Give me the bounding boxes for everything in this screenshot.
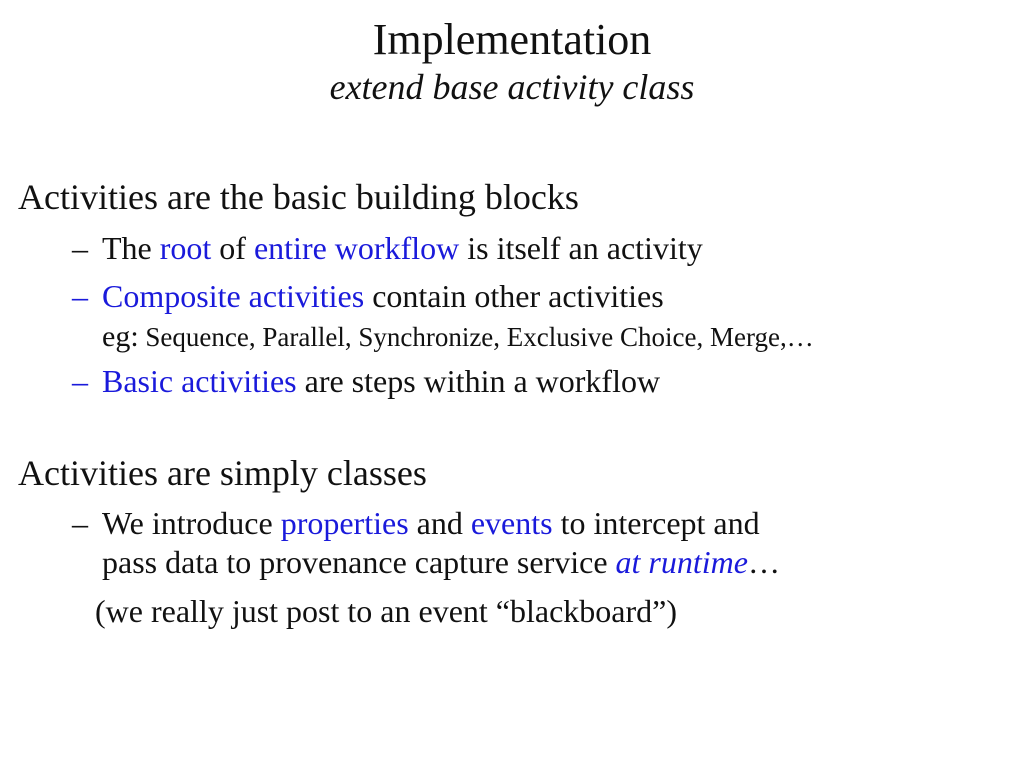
bullet-text: and — [408, 505, 471, 541]
blackboard-note: (we really just post to an event “blackboard”) — [95, 593, 677, 629]
section2-bullet-intercept — [72, 504, 760, 542]
eg-list: Sequence, Parallel, Synchronize, Exclusive Choice, Merge,… — [138, 322, 814, 352]
composite-examples — [102, 316, 814, 356]
highlight-basic-activities: Basic activities — [102, 363, 297, 399]
bullet-dash: – — [72, 505, 88, 541]
highlight-properties: properties — [280, 505, 409, 541]
bullet-text: contain other activities — [364, 278, 664, 314]
title-block — [0, 14, 1024, 108]
bullet-text: to intercept and — [552, 505, 760, 541]
section1-bullet-composite — [72, 277, 664, 315]
slide-title: Implementation — [372, 15, 652, 64]
section1-heading: Activities are the basic building blocks — [18, 177, 579, 217]
bullet-text: of — [211, 230, 254, 266]
bullet-text: is itself an activity — [459, 230, 703, 266]
bullet-dash: – — [72, 363, 88, 399]
highlight-root: root — [159, 230, 212, 266]
bullet-dash: – — [72, 230, 88, 266]
highlight-composite-activities: Composite activities — [102, 278, 365, 314]
section2-bullet-continuation — [102, 543, 780, 581]
eg-label: eg: — [102, 320, 139, 353]
bullet-text: pass data to provenance capture service — [102, 544, 616, 580]
highlight-entire-workflow: entire workflow — [253, 230, 460, 266]
ellipsis: … — [747, 544, 780, 580]
section1-bullet-root — [72, 229, 703, 267]
bullet-text: The — [102, 230, 160, 266]
section2-heading: Activities are simply classes — [18, 453, 427, 493]
slide-subtitle: extend base activity class — [329, 67, 695, 107]
highlight-at-runtime: at runtime — [615, 544, 748, 580]
highlight-events: events — [470, 505, 553, 541]
bullet-text: are steps within a workflow — [296, 363, 661, 399]
bullet-text: We introduce — [102, 505, 281, 541]
section1-bullet-basic — [72, 362, 660, 400]
bullet-dash: – — [72, 278, 88, 314]
